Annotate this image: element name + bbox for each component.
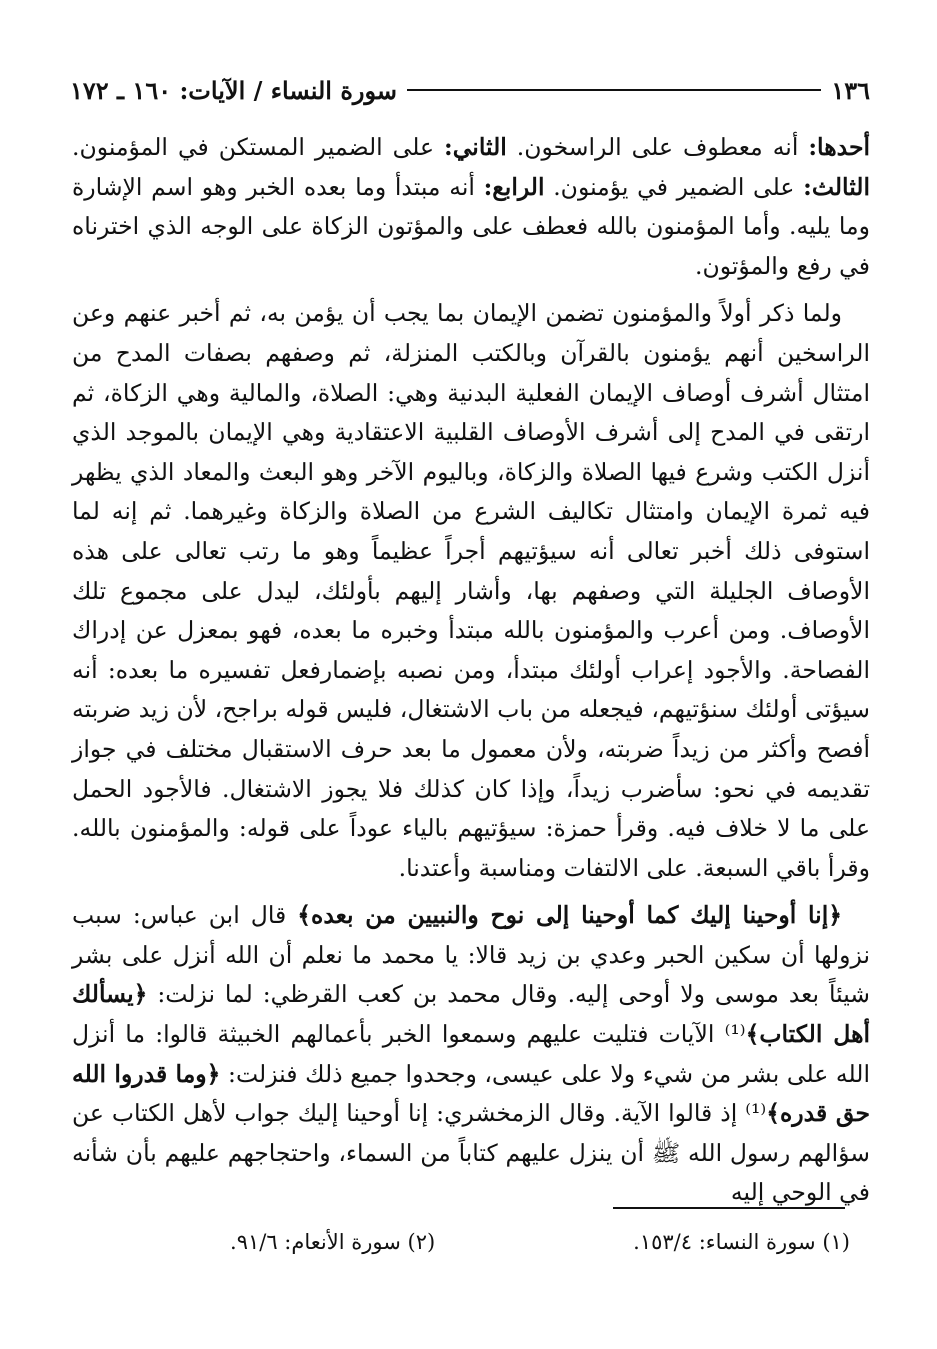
quranic-verse: ﴿إنا أوحينا إليك كما أوحينا إلى نوح والنبيين من بعده﴾ xyxy=(297,901,842,930)
footnote-1: (١) سورة النساء: ١٥٣/٤. xyxy=(633,1230,850,1254)
page-number: ١٣٦ xyxy=(831,75,870,105)
footnote-2: (٢) سورة الأنعام: ٩١/٦. xyxy=(230,1230,436,1254)
paragraph xyxy=(72,896,870,1213)
header-rule xyxy=(407,89,821,91)
paragraph xyxy=(72,128,870,286)
footnotes xyxy=(230,1222,850,1262)
bold-term: الرابع: xyxy=(483,172,545,201)
text-run: ⁽¹⁾ الآيات فتليت عليهم وسمعوا الخبر بأعمالهم الخبيثة قالوا: ما أنزل الله على بشر من شيء ولا على عيسى، وجحدوا جميع ذلك فنزلت: xyxy=(72,1020,870,1088)
bold-term: أحدها: xyxy=(808,133,870,161)
running-header xyxy=(70,70,870,110)
text-run: على الضمير في يؤمنون. xyxy=(544,172,804,201)
text-run: قال ابن عباس: سبب نزولها أن سكين الحبر وعدي بن زيد قالا: يا محمد ما نعلم أن الله أنزل على بشر شيئاً بعد موسى ولا أوحى إليه. وقال محمد بن كعب القرظي: لما نزلت: xyxy=(72,901,870,1009)
text-run: أنه مبتدأ وما بعده الخبر وهو اسم الإشارة وما يليه. وأما المؤمنون بالله فعطف على والمؤتون الزكاة على الوجه الذي اخترناه في رفع والمؤتون. xyxy=(72,172,870,280)
quranic-verse: ﴿يسألك أهل الكتاب﴾ xyxy=(72,980,870,1049)
paragraph xyxy=(72,294,870,888)
text-run: ولما ذكر أولاً والمؤمنون تضمن الإيمان بما يجب أن يؤمن به، ثم أخبر عنهم وعن الراسخين أنهم يؤمنون بالقرآن وبالكتب المنزلة، ثم وصفهم بصفات المدح من امتثال أشرف أوصاف الإيمان الفعلية البدنية وهي: الصلاة، والمالية وهي الزكاة، ثم ارتقى في المدح إلى أشرف الأوصاف القلبية الاعتقادية وهي الإيمان بالموجد الذي أنزل الكتب وشرع فيها الصلاة والزكاة، وباليوم الآخر وهو البعث والمعاد الذي يظهر فيه ثمرة الإيمان وامتثال تكاليف الشرع من الصلاة والزكاة وغيرهما. ثم إنه لما استوفى ذلك أخبر تعالى أنه سيؤتيهم أجراً عظيماً وهو ما رتب تعالى على هذه الأوصاف الجليلة التي وصفهم بها، وأشار إليهم بأولئك، ليدل على مجموع تلك الأوصاف. ومن أعرب والمؤمنون بالله مبتدأ وخبره ما بعده، فهو بمعزل عن إدراك الفصاحة. والأجود إعراب أولئك مبتدأ، ومن نصبه بإضمارفعل تفسيره ما بعده: أنه سيؤتى أولئك سنؤتيهم، فيجعله من باب الاشتغال، فليس قوله براجح، لأن زيد ضربته أفصح وأكثر من زيداً ضربته، ولأن معمول ما بعد حرف الاستقبال مختلف في جواز تقديمه في نحو: سأضرب زيداً، وإذا كان كذلك فلا يجوز الاشتغال. فالأجود الحمل على ما لا خلاف فيه. وقرأ حمزة: سيؤتيهم بالياء عوداً على قوله: والمؤمنون بالله. وقرأ باقي السبعة. على الالتفات ومناسبة وأعتدنا. xyxy=(72,299,870,882)
text-run: أنه معطوف على الراسخون. xyxy=(506,133,809,161)
bold-term: الثاني: xyxy=(444,133,507,161)
text-run: على الضمير المستكن في المؤمنون. xyxy=(72,133,445,161)
quranic-verse: ﴿وما قدروا الله حق قدره﴾ xyxy=(72,1059,870,1128)
body-text xyxy=(72,128,870,1207)
running-title: سورة النساء / الآيات: ١٦٠ ـ ١٧٢ xyxy=(70,75,397,105)
footnote-divider xyxy=(613,1207,845,1209)
text-run: ⁽¹⁾ إذ قالوا الآية. وقال الزمخشري: إنا أوحينا إليك جواب لأهل الكتاب عن سؤالهم رسول الله ﷺ أن ينزل عليهم كتاباً من السماء، واحتجاجهم عليهم بأن شأنه في الوحي إليه xyxy=(72,1099,870,1207)
bold-term: الثالث: xyxy=(803,172,870,201)
